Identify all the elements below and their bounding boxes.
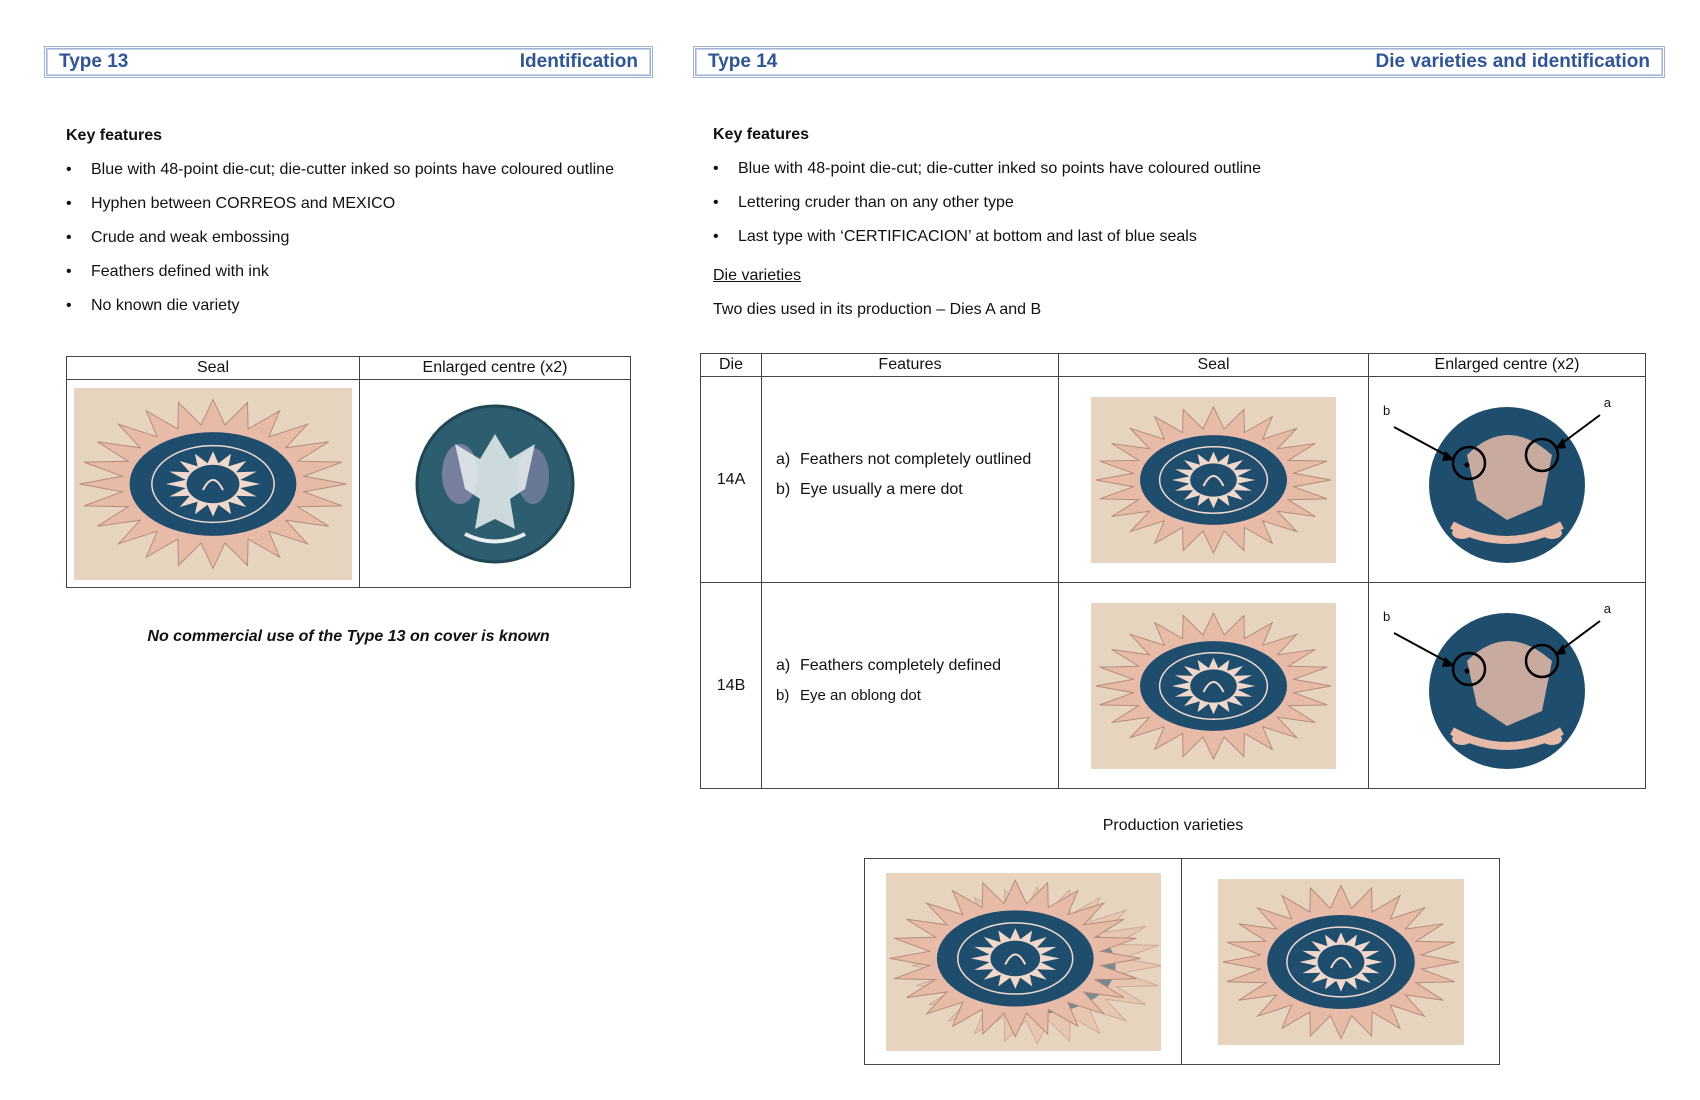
seal-star-graphic: [1218, 879, 1464, 1045]
feature-line: [776, 656, 1058, 676]
features-cell: [762, 377, 1059, 583]
left-note: No commercial use of the Type 13 on cover is known: [147, 628, 550, 645]
seal-image-type13: [74, 388, 352, 580]
table-row: [701, 583, 1646, 789]
col-header-enlarged: Enlarged centre (x2): [1369, 354, 1646, 377]
die-varieties-heading: Die varieties: [713, 267, 802, 284]
feature-label: b): [776, 686, 790, 704]
col-header-enlarged: Enlarged centre (x2): [360, 357, 631, 380]
feature-text: Eye usually a mere dot: [800, 480, 963, 498]
marker-b-label: b: [1383, 403, 1391, 418]
list-item: • Blue with 48-point die-cut; die-cutter inked so points have coloured outline: [66, 160, 614, 194]
die-varieties-table: [700, 353, 1646, 789]
seal-star-graphic: [1091, 397, 1336, 563]
list-item: • Last type with ‘CERTIFICACION’ at bottom and last of blue seals: [713, 227, 1261, 261]
right-header-section: Die varieties and identification: [1375, 51, 1650, 72]
col-header-seal: Seal: [1059, 354, 1369, 377]
features-cell: [762, 583, 1059, 789]
left-key-features-list: [66, 160, 614, 330]
feature-line: [776, 686, 1058, 706]
die-cell: 14B: [701, 583, 762, 789]
list-item: • Blue with 48-point die-cut; die-cutter inked so points have coloured outline: [713, 159, 1261, 193]
feature-line: [776, 480, 1058, 500]
production-variety-image-1: [886, 873, 1161, 1051]
die-cell: 14A: [701, 377, 762, 583]
left-header-type: Type 13: [59, 51, 129, 72]
feature-line: [776, 450, 1058, 470]
list-item: • Hyphen between CORREOS and MEXICO: [66, 194, 614, 228]
seal-image-14B: [1091, 603, 1336, 769]
left-header-banner: [44, 46, 653, 78]
seal-star-graphic: [886, 873, 1161, 1051]
production-variety-image-2: [1218, 879, 1464, 1045]
right-key-features-title: Key features: [713, 126, 810, 143]
list-item: • Crude and weak embossing: [66, 228, 614, 262]
enlarged-centre-image-14B: [1372, 591, 1642, 781]
left-header-section: Identification: [519, 51, 638, 72]
seal-star-graphic: [1091, 603, 1336, 769]
right-header-banner: [693, 46, 1665, 78]
feature-label: a): [776, 656, 791, 674]
enlarged-centre-image-14A: [1372, 385, 1642, 575]
production-varieties-caption: Production varieties: [1102, 817, 1244, 834]
left-seal-table: [66, 356, 631, 588]
list-item: • Feathers defined with ink: [66, 262, 614, 296]
list-item: • Lettering cruder than on any other type: [713, 193, 1261, 227]
feature-label: b): [776, 480, 791, 498]
enlarged-centre-image-type13: [415, 404, 575, 564]
col-header-features: Features: [762, 354, 1059, 377]
feature-text: Feathers completely defined: [800, 656, 1001, 674]
table-row: [701, 377, 1646, 583]
right-key-features-list: [713, 159, 1261, 261]
seal-image-14A: [1091, 397, 1336, 563]
col-header-die: Die: [701, 354, 762, 377]
marker-a-label: a: [1603, 395, 1611, 410]
production-varieties-table: [864, 858, 1500, 1065]
seal-star-graphic: [74, 388, 352, 580]
die-varieties-text: Two dies used in its production – Dies A and B: [713, 301, 1042, 318]
marker-a-label: a: [1603, 601, 1611, 616]
feature-text: Eye an oblong dot: [800, 686, 921, 704]
feature-text: Feathers not completely outlined: [800, 450, 1032, 468]
marker-b-label: b: [1383, 609, 1391, 624]
left-key-features-title: Key features: [66, 127, 163, 144]
right-header-type: Type 14: [708, 51, 778, 72]
list-item: • No known die variety: [66, 296, 614, 330]
col-header-seal: Seal: [67, 357, 360, 380]
feature-label: a): [776, 450, 791, 468]
